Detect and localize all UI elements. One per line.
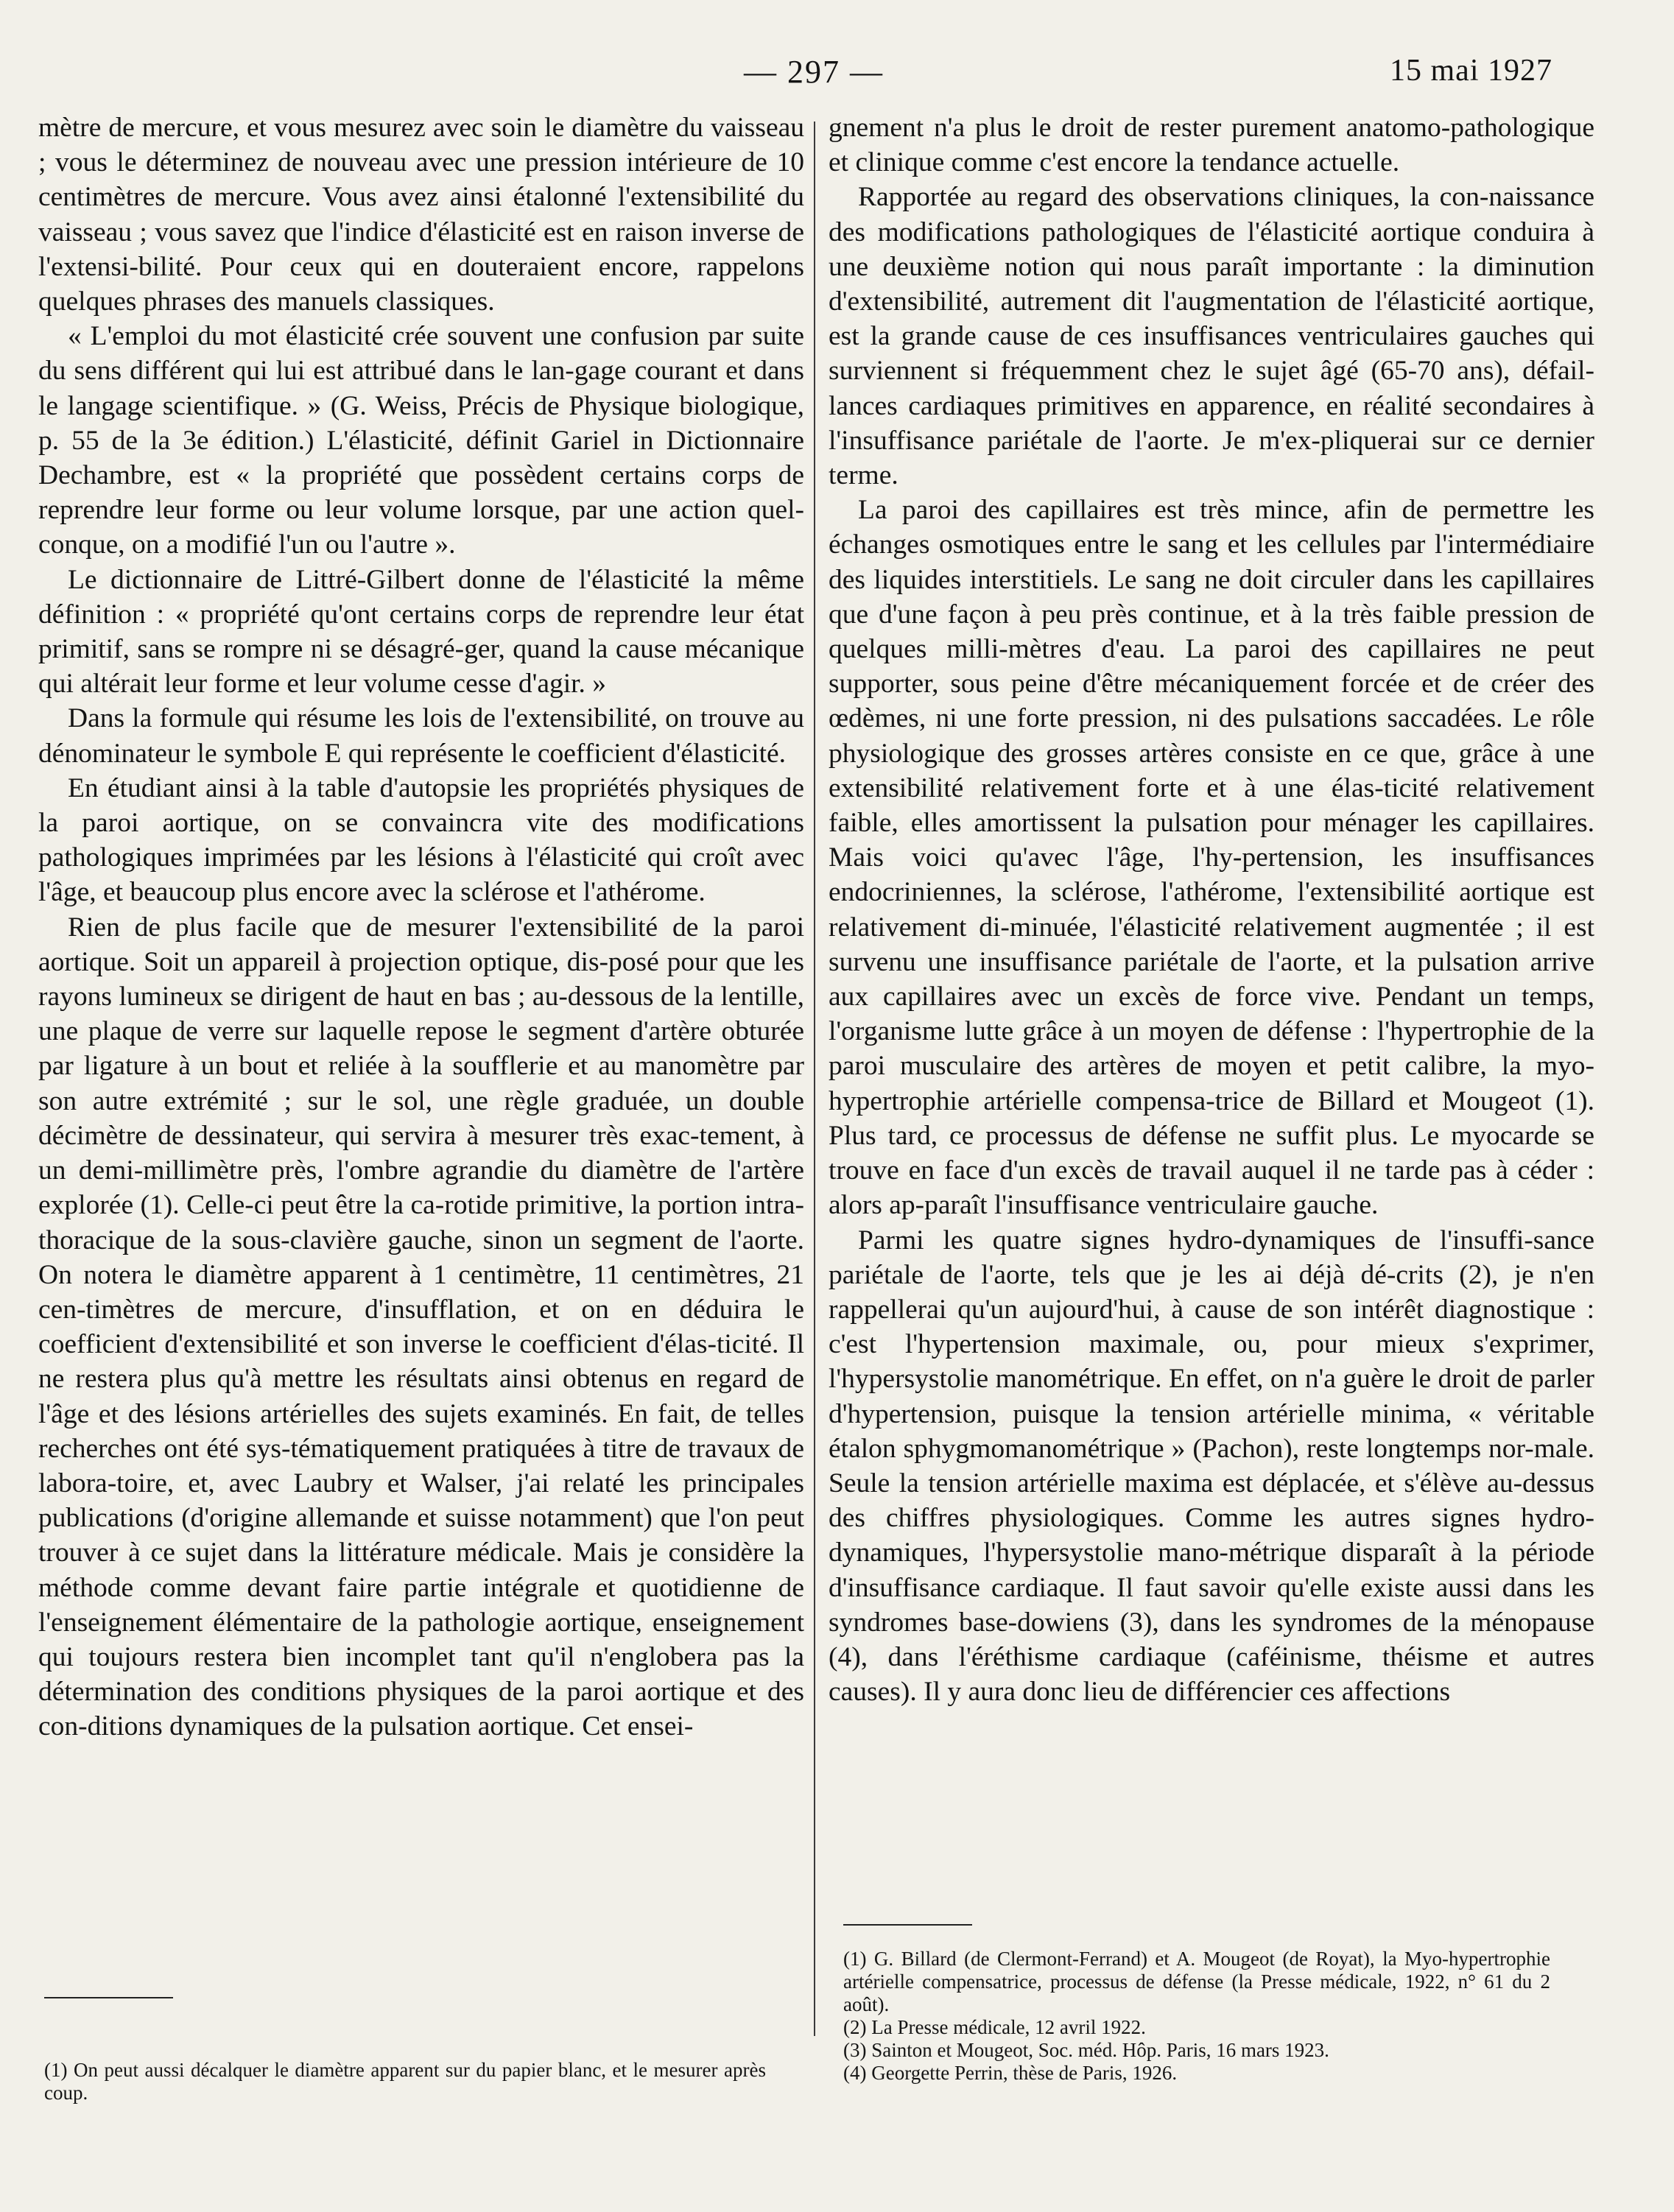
paragraph: gnement n'a plus le droit de rester purement anatomo-pathologique et clinique comme c'est encore la tendance actuelle.: [829, 113, 1594, 178]
footnote: (1) On peut aussi décalquer le diamètre apparent sur du papier blanc, et le mesurer après coup.: [44, 2059, 766, 2104]
paragraph: « L'emploi du mot élasticité crée souvent une confusion par suite du sens différent qui lui est attribué dans le lan-gage courant et dans le langage scientifique. » (G. Weiss, Précis de Physique biologique, p. 55 de la 3e édition.) L'élasticité, définit Gariel in Dictionnaire Dechambre, est « la propriété que possèdent certains corps de reprendre leur forme ou leur volume lorsque, par une action quel-conque, on a modifié l'un ou l'autre ».: [38, 321, 804, 560]
footnotes-left: [44, 2059, 766, 2104]
issue-date: 15 mai 1927: [1390, 54, 1552, 88]
paragraph: Rien de plus facile que de mesurer l'extensibilité de la paroi aortique. Soit un appareil à projection optique, dis-posé pour que les rayons lumineux se dirigent de haut en bas ; au-dessous de la lentille, une plaque de verre sur laquelle repose le segment d'artère obturée par ligature à un bout et reliée à la soufflerie et au manomètre par son autre extrémité ; sur le sol, une règle graduée, un double décimètre de dessinateur, qui servira à mesurer très exac-tement, à un demi-millimètre près, l'ombre agrandie du diamètre de l'artère explorée (1). Celle-ci peut être la ca-rotide primitive, la portion intra-thoracique de la sous-clavière gauche, sinon un segment de l'aorte. On notera le diamètre apparent à 1 centimètre, 11 centimètres, 21 cen-timètres de mercure, d'insufflation, et on en déduira le coefficient d'extensibilité et son inverse le coefficient d'élas-ticité. Il ne restera plus qu'à mettre les résultats ainsi obtenus en regard de l'âge et des lésions artérielles des sujets examinés. En fait, de telles recherches ont été sys-tématiquement pratiquées à titre de travaux de labora-toire, et, avec Laubry et Walser, j'ai relaté les principales publications (d'origine allemande et suisse notamment) que l'on peut trouver à ce sujet dans la littérature médicale. Mais je considère la méthode comme devant faire partie intégrale et quotidienne de l'enseignement élémentaire de la pathologie aortique, enseignement qui toujours restera bien incomplet tant qu'il n'englobera pas la détermination des conditions physiques de la paroi aortique et des con-ditions dynamiques de la pulsation aortique. Cet ensei-: [38, 912, 804, 1742]
paragraph: Parmi les quatre signes hydro-dynamiques de l'insuffi-sance pariétale de l'aorte, tels que je les ai déjà dé-crits (2), je n'en rappellerai qu'un aujourd'hui, à cause de son intérêt diagnostique : c'est l'hypertension maximale, ou, pour mieux s'exprimer, l'hypersystolie manométrique. En effet, on n'a guère le droit de parler d'hypertension, puisque la tension artérielle minima, « véritable étalon sphygmomanométrique » (Pachon), reste longtemps nor-male. Seule la tension artérielle maxima est déplacée, et s'élève au-dessus des chiffres physiologiques. Comme les autres signes hydro-dynamiques, l'hypersystolie mano-métrique disparaît à la période d'insuffisance cardiaque. Il faut savoir qu'elle existe aussi dans les syndromes base-dowiens (3), dans les syndromes de la ménopause (4), dans l'éréthisme cardiaque (caféinisme, théisme et autres causes). Il y aura donc lieu de différencier ces affections: [829, 1225, 1594, 1708]
paragraph: Dans la formule qui résume les lois de l'extensibilité, on trouve au dénominateur le symbole E qui représente le coefficient d'élasticité.: [38, 703, 804, 769]
page-number: — 297 —: [744, 54, 884, 90]
column-divider: [814, 121, 815, 2036]
footnote-rule: [44, 1997, 173, 1998]
page-header: [0, 53, 1674, 97]
footnote: (2) La Presse médicale, 12 avril 1922.: [843, 2016, 1146, 2038]
footnote-rule: [843, 1924, 972, 1926]
paragraph: En étudiant ainsi à la table d'autopsie les propriétés physiques de la paroi aortique, on se convaincra vite des modifications pathologiques imprimées par les lésions à l'élasticité qui croît avec l'âge, et beaucoup plus encore avec la sclérose et l'athérome.: [38, 772, 804, 908]
footnote: (4) Georgette Perrin, thèse de Paris, 1926.: [843, 2062, 1178, 2084]
paragraph: Le dictionnaire de Littré-Gilbert donne de l'élasticité la même définition : « propriété qu'ont certains corps de reprendre leur état primitif, sans se rompre ni se désagré-ger, quand la cause mécanique qui altérait leur forme et leur volume cesse d'agir. »: [38, 564, 804, 700]
footnote: (1) G. Billard (de Clermont-Ferrand) et A. Mougeot (de Royat), la Myo-hypertrophie artérielle compensatrice, processus de défense (la Presse médicale, 1922, n° 61 du 2 août).: [843, 1948, 1550, 2015]
left-column: [38, 110, 804, 1744]
paragraph: La paroi des capillaires est très mince, afin de permettre les échanges osmotiques entre le sang et les cellules par l'intermédiaire des liquides interstitiels. Le sang ne doit circuler dans les capillaires que d'une façon à peu près continue, et à la très faible pression de quelques milli-mètres d'eau. La paroi des capillaires ne peut supporter, sous peine d'être mécaniquement forcée et de créer des œdèmes, ni une forte pression, ni des pulsations saccadées. Le rôle physiologique des grosses artères consiste en ce que, grâce à une extensibilité relativement forte et à une élas-ticité relativement faible, elles amortissent la pulsation pour ménager les capillaires. Mais voici qu'avec l'âge, l'hy-pertension, les insuffisances endocriniennes, la sclérose, l'athérome, l'extensibilité aortique est relativement di-minuée, l'élasticité relativement augmentée ; il est survenu une insuffisance pariétale de l'aorte, et la pulsation arrive aux capillaires avec un excès de force vive. Pendant un temps, l'organisme lutte grâce à un moyen de défense : l'hypertrophie de la paroi musculaire des artères de moyen et petit calibre, la myo-hypertrophie artérielle compensa-trice de Billard et Mougeot (1). Plus tard, ce processus de défense ne suffit plus. Le myocarde se trouve en face d'un excès de travail auquel il ne tarde pas à céder : alors ap-paraît l'insuffisance ventriculaire gauche.: [829, 495, 1594, 1221]
footnote: (3) Sainton et Mougeot, Soc. méd. Hôp. Paris, 16 mars 1923.: [843, 2039, 1329, 2061]
right-column: [829, 110, 1594, 1709]
footnotes-right: [843, 1948, 1550, 2085]
paragraph: mètre de mercure, et vous mesurez avec soin le diamètre du vaisseau ; vous le déterminez de nouveau avec une pression intérieure de 10 centimètres de mercure. Vous avez ainsi étalonné l'extensibilité du vaisseau ; vous savez que l'indice d'élasticité est en raison inverse de l'extensi-bilité. Pour ceux qui en douteraient encore, rappelons quelques phrases des manuels classiques.: [38, 113, 804, 317]
paragraph: Rapportée au regard des observations cliniques, la con-naissance des modifications pathologiques de l'élasticité aortique conduira à une deuxième notion qui nous paraît importante : la diminution d'extensibilité, autrement dit l'augmentation de l'élasticité aortique, est la grande cause de ces insuffisances ventriculaires gauches qui surviennent si fréquemment chez le sujet âgé (65-70 ans), défail-lances cardiaques primitives en apparence, en réalité secondaires à l'insuffisance pariétale de l'aorte. Je m'ex-pliquerai sur ce dernier terme.: [829, 182, 1594, 491]
